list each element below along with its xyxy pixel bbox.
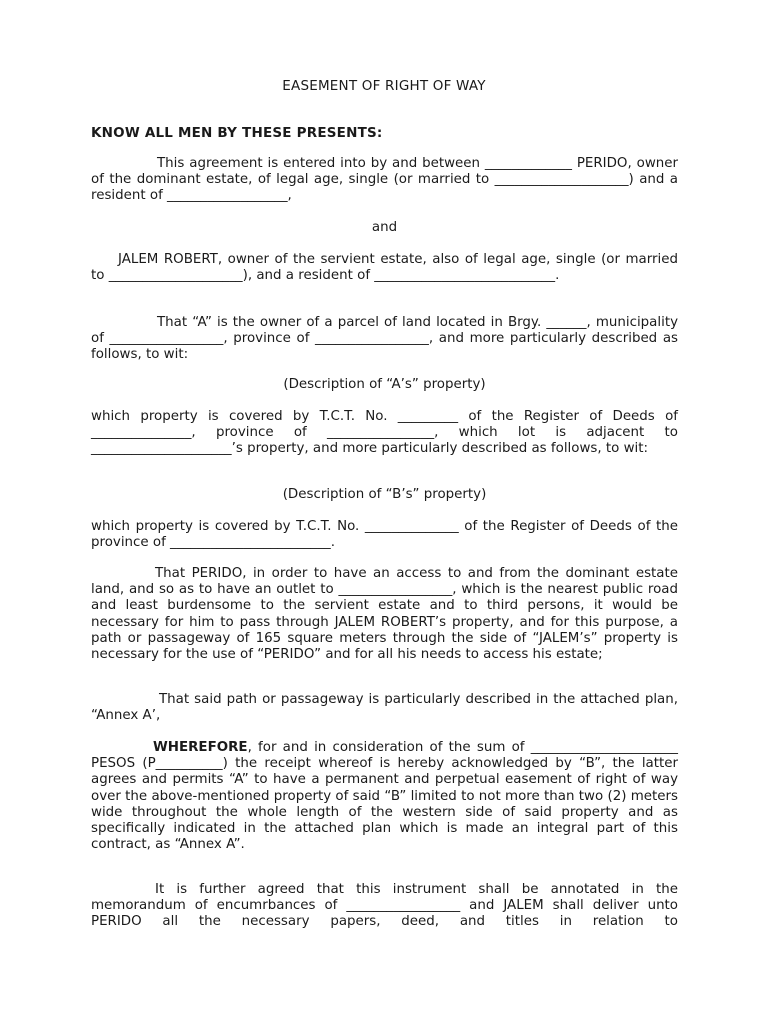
paragraph-plan	[91, 692, 678, 724]
and-line: and	[371, 220, 398, 235]
description-a-caption: (Description of “A’s” property)	[283, 377, 486, 392]
description-b-caption: (Description of “B’s” property)	[282, 487, 487, 502]
document-heading: KNOW ALL MEN BY THESE PRESENTS:	[91, 125, 383, 141]
paragraph-annotation	[91, 882, 678, 931]
paragraph-land-a	[91, 315, 678, 364]
paragraph-parties	[91, 156, 678, 205]
wherefore-keyword: WHEREFORE	[153, 740, 248, 755]
paragraph-wherefore	[91, 740, 678, 853]
paragraph-annotation-text: It is further agreed that this instrument shall be annotated in the memorandum of encumrbances of _________________ and JALEM shall deliver unto PERIDO all the necessary papers, deed, and titles in relation to	[91, 882, 678, 930]
paragraph-servient-owner	[91, 252, 678, 284]
paragraph-servient-owner-text: JALEM ROBERT, owner of the servient estate, also of legal age, single (or married to ____________________), and a resident of ___________________________.	[91, 252, 678, 284]
document-title: EASEMENT OF RIGHT OF WAY	[282, 78, 486, 94]
paragraph-tct-a: which property is covered by T.C.T. No. _________ of the Register of Deeds of _______________, province of ________________, which lot is adjacent to _____________________’s property, and more particularly described as follows, to wit:	[91, 409, 678, 457]
paragraph-wherefore-text: , for and in consideration of the sum of ______________________ PESOS (P__________) the receipt whereof is hereby acknowledged by “B”, the latter agrees and permits “A” to have a permanent and perpetual easement of right of way over the above-mentioned property of said “B” limited to not more than two (2) meters wide throughout the whole length of the western side of said property and as specifically indicated in the attached plan which is made an integral part of this contract, as “Annex A”.	[91, 740, 678, 853]
paragraph-tct-b: which property is covered by T.C.T. No. ______________ of the Register of Deeds of the province of ________________________.	[91, 519, 678, 551]
paragraph-parties-text: This agreement is entered into by and between _____________ PERIDO, owner of the dominant estate, of legal age, single (or married to ____________________) and a resident of __________________,	[91, 156, 678, 204]
paragraph-plan-text: That said path or passageway is particularly described in the attached plan, “Annex A’,	[91, 692, 678, 724]
paragraph-access-text: That PERIDO, in order to have an access to and from the dominant estate land, and so as to have an outlet to _________________, which is the nearest public road and least burdensome to the servient estate and to third persons, it would be necessary for him to pass through JALEM ROBERT’s property, and for this purpose, a path or passageway of 165 square meters through the side of “JALEM’s” property is necessary for the use of “PERIDO” and for all his needs to access his estate;	[91, 566, 678, 663]
paragraph-access	[91, 566, 678, 663]
paragraph-land-a-text: That “A” is the owner of a parcel of land located in Brgy. ______, municipality of _________________, province of _________________, and more particularly described as follows, to wit:	[91, 315, 678, 363]
